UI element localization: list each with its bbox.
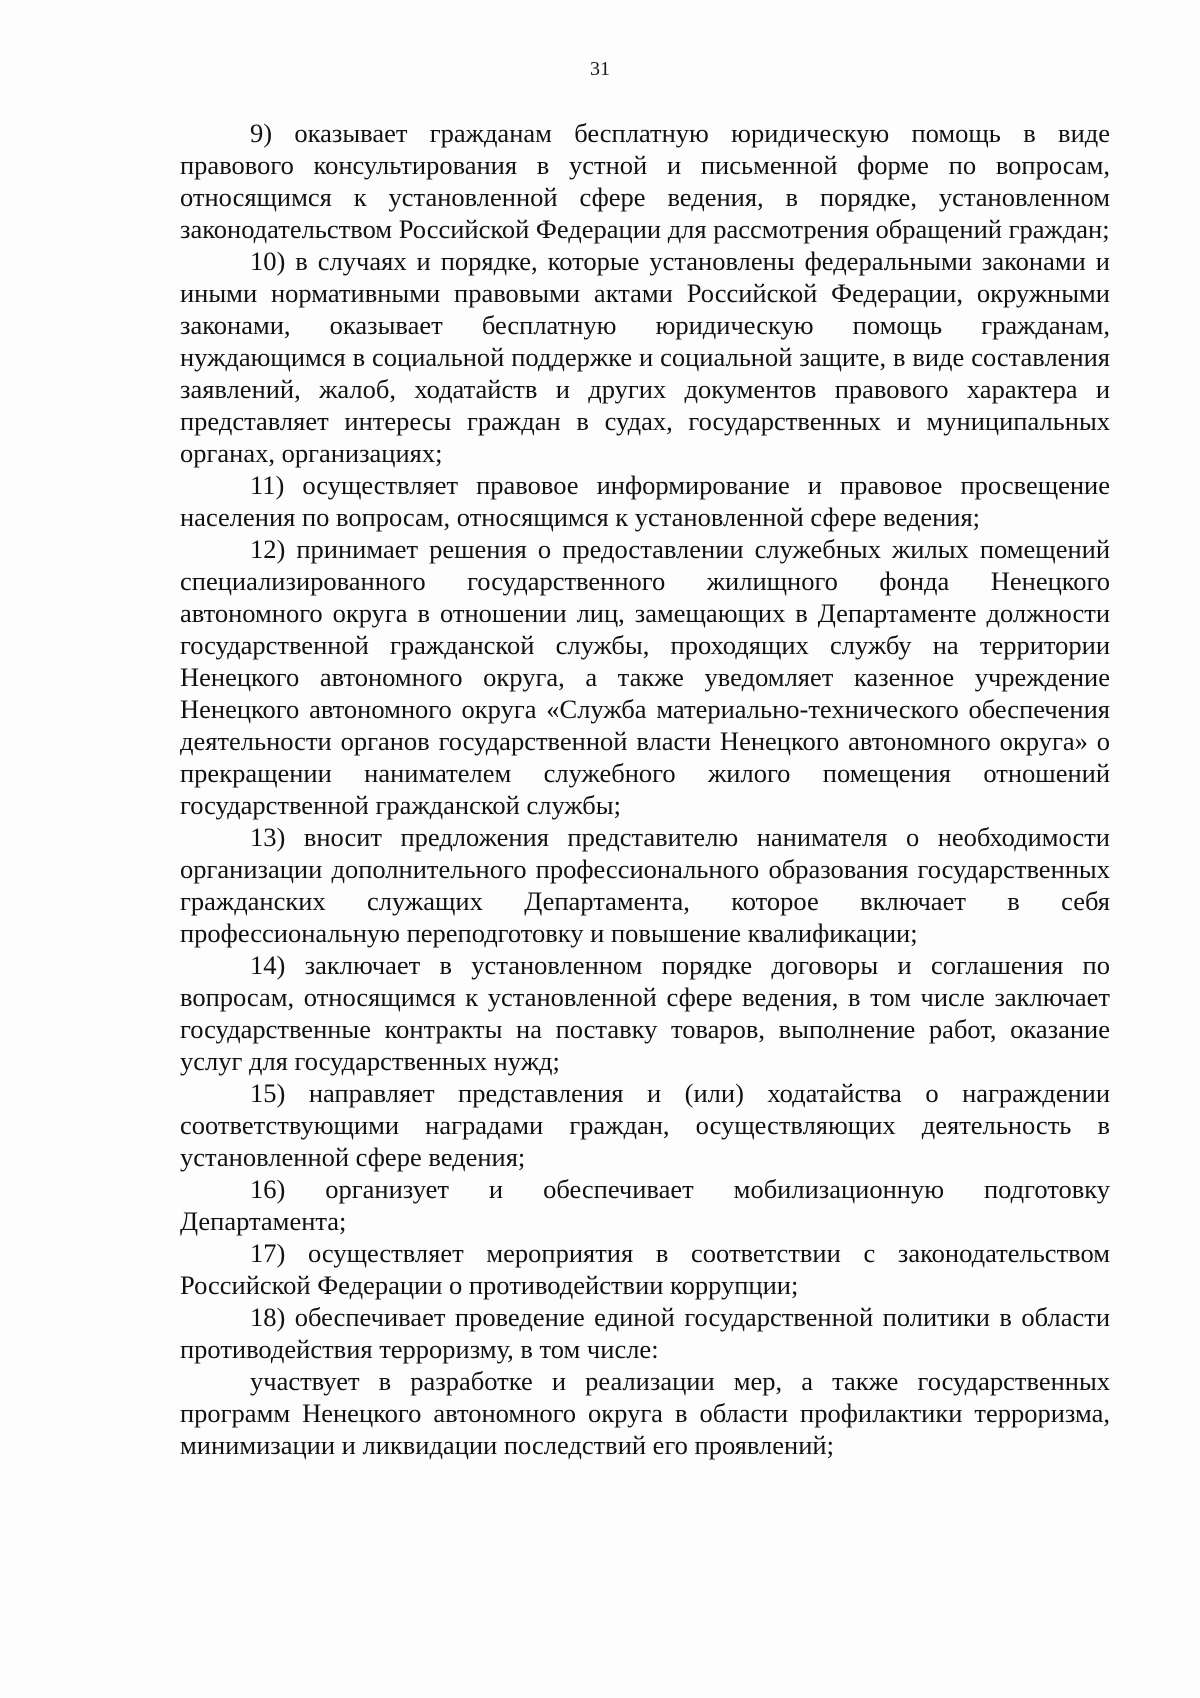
document-body [180, 117, 1110, 1461]
paragraph-item-18: 18) обеспечивает проведение единой государственной политики в области противодействия терроризму, в том числе: [180, 1302, 1110, 1364]
paragraph-subitem-terrorism: участвует в разработке и реализации мер, а также государственных программ Ненецкого автономного округа в области профилактики терроризма, минимизации и ликвидации последствий его проявлений; [180, 1366, 1110, 1460]
paragraph-item-14: 14) заключает в установленном порядке договоры и соглашения по вопросам, относящимся к установленной сфере ведения, в том числе заключает государственные контракты на поставку товаров, выполнение работ, оказание услуг для государственных нужд; [180, 950, 1110, 1076]
paragraph-item-17: 17) осуществляет мероприятия в соответствии с законодательством Российской Федерации о противодействии коррупции; [180, 1238, 1110, 1300]
paragraph-item-13: 13) вносит предложения представителю нанимателя о необходимости организации дополнительного профессионального образования государственных гражданских служащих Департамента, которое включает в себя профессиональную переподготовку и повышение квалификации; [180, 822, 1110, 948]
paragraph-item-15: 15) направляет представления и (или) ходатайства о награждении соответствующими наградами граждан, осуществляющих деятельность в установленной сфере ведения; [180, 1078, 1110, 1172]
paragraph-item-9: 9) оказывает гражданам бесплатную юридическую помощь в виде правового консультирования в устной и письменной форме по вопросам, относящимся к установленной сфере ведения, в порядке, установленном законодательством Российской Федерации для рассмотрения обращений граждан; [180, 118, 1110, 244]
page-number: 31 [590, 58, 610, 80]
paragraph-item-11: 11) осуществляет правовое информирование и правовое просвещение населения по вопросам, относящимся к установленной сфере ведения; [180, 470, 1110, 532]
paragraph-item-12: 12) принимает решения о предоставлении служебных жилых помещений специализированного государственного жилищного фонда Ненецкого автономного округа в отношении лиц, замещающих в Департаменте должности государственной гражданской службы, проходящих службу на территории Ненецкого автономного округа, а также уведомляет казенное учреждение Ненецкого автономного округа «Служба материально-технического обеспечения деятельности органов государственной власти Ненецкого автономного округа» о прекращении нанимателем служебного жилого помещения отношений государственной гражданской службы; [180, 534, 1110, 820]
paragraph-item-10: 10) в случаях и порядке, которые установлены федеральными законами и иными нормативными правовыми актами Российской Федерации, окружными законами, оказывает бесплатную юридическую помощь гражданам, нуждающимся в социальной поддержке и социальной защите, в виде составления заявлений, жалоб, ходатайств и других документов правового характера и представляет интересы граждан в судах, государственных и муниципальных органах, организациях; [180, 246, 1110, 468]
paragraph-item-16: 16) организует и обеспечивает мобилизационную подготовку Департамента; [180, 1174, 1110, 1236]
